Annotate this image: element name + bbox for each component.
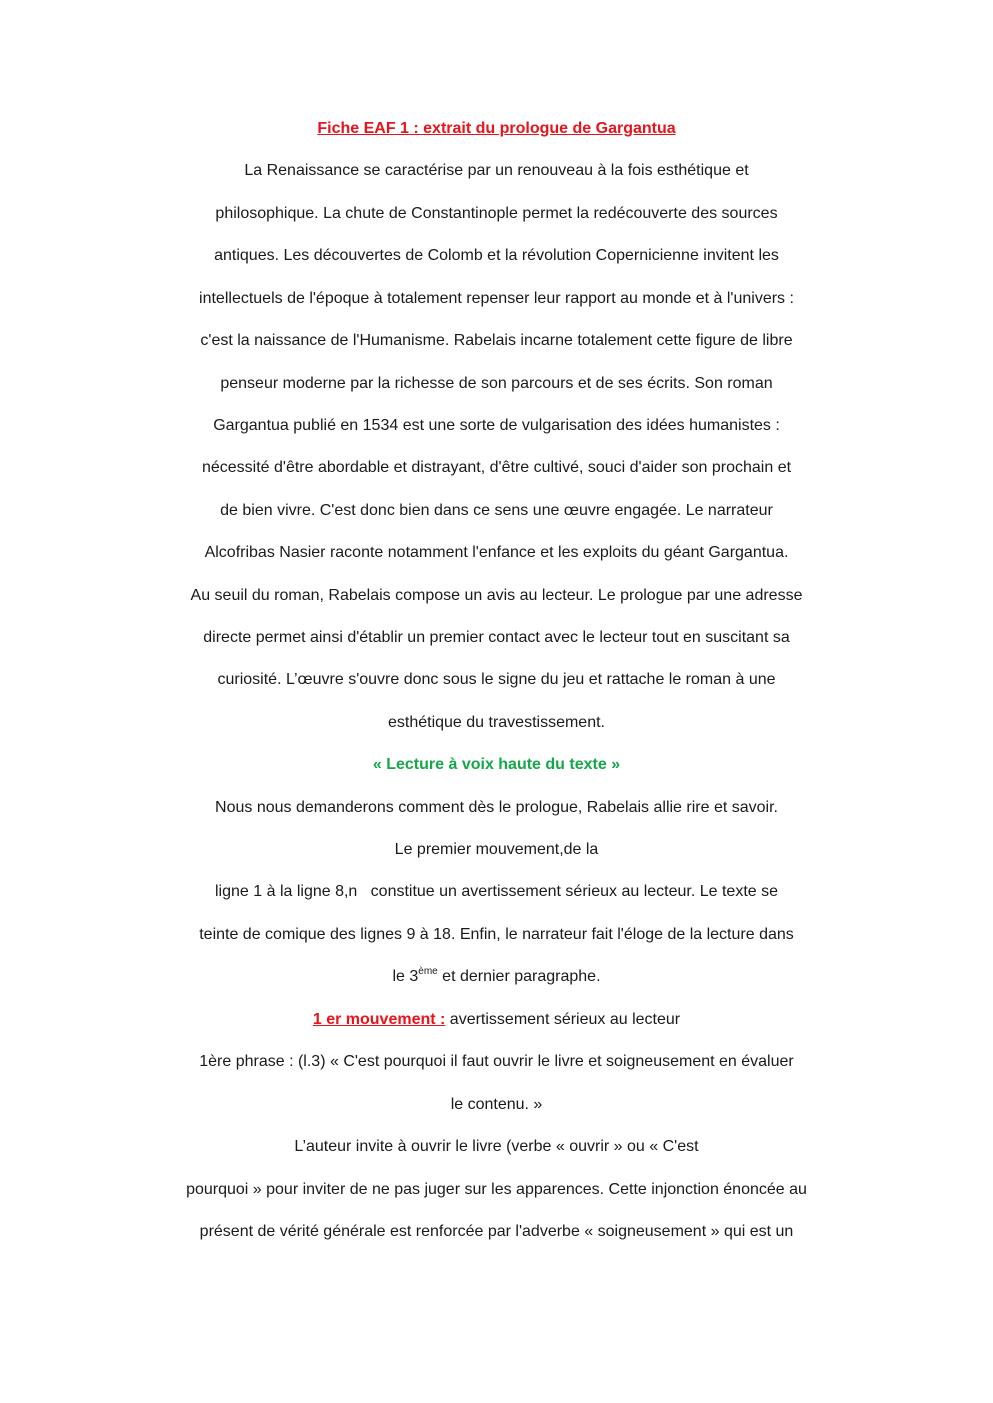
intro-line: directe permet ainsi d'établir un premier contact avec le lecteur tout en suscitant sa — [203, 629, 790, 646]
analysis-line: 1ère phrase : (l.3) « C'est pourquoi il faut ouvrir le livre et soigneusement en évaluer — [199, 1053, 794, 1070]
intro-line: Au seuil du roman, Rabelais compose un avis au lecteur. Le prologue par une adresse — [190, 587, 803, 604]
plan-line-last — [150, 967, 843, 987]
intro-line: intellectuels de l'époque à totalement repenser leur rapport au monde et à l'univers : — [199, 290, 794, 307]
plan-last-prefix: le 3 — [392, 968, 419, 985]
intro-line: penseur moderne par la richesse de son parcours et de ses écrits. Son roman — [220, 375, 773, 392]
plan-line: Le premier mouvement,de la — [394, 841, 599, 858]
analysis-line: pourquoi » pour inviter de ne pas juger sur les apparences. Cette injonction énoncée au — [186, 1181, 807, 1198]
analysis-line: L’auteur invite à ouvrir le livre (verbe « ouvrir » ou « C'est — [294, 1138, 699, 1155]
movement-text: avertissement sérieux au lecteur — [445, 1011, 681, 1028]
movement-heading — [150, 1010, 843, 1030]
movement-label: 1 er mouvement : — [312, 1011, 446, 1028]
intro-line: La Renaissance se caractérise par un renouveau à la fois esthétique et — [244, 162, 749, 179]
plan-line: ligne 1 à la ligne 8,n constitue un avertissement sérieux au lecteur. Le texte se — [215, 883, 778, 900]
analysis-line: présent de vérité générale est renforcée par l'adverbe « soigneusement » qui est un — [199, 1223, 794, 1240]
intro-line: esthétique du travestissement. — [387, 714, 605, 731]
analysis-line: le contenu. » — [450, 1096, 543, 1113]
intro-line: c'est la naissance de l'Humanisme. Rabelais incarne totalement cette figure de libre — [200, 332, 793, 349]
intro-line: nécessité d'être abordable et distrayant, d'être cultivé, souci d'aider son prochain et — [201, 459, 792, 476]
plan-line: teinte de comique des lignes 9 à 18. Enfin, le narrateur fait l'éloge de la lecture dans — [199, 926, 794, 943]
page-title: Fiche EAF 1 : extrait du prologue de Gargantua — [317, 120, 676, 137]
intro-line: de bien vivre. C'est donc bien dans ce sens une œuvre engagée. Le narrateur — [220, 502, 773, 519]
plan-last-superscript: ème — [418, 965, 438, 977]
intro-line: Gargantua publié en 1534 est une sorte de vulgarisation des idées humanistes : — [213, 417, 780, 434]
intro-line: curiosité. L’œuvre s'ouvre donc sous le signe du jeu et rattache le roman à une — [217, 671, 776, 688]
reading-heading: « Lecture à voix haute du texte » — [372, 756, 621, 773]
intro-line: antiques. Les découvertes de Colomb et la révolution Copernicienne invitent les — [214, 247, 779, 264]
intro-line: philosophique. La chute de Constantinople permet la redécouverte des sources — [215, 205, 778, 222]
intro-line: Alcofribas Nasier raconte notamment l'enfance et les exploits du géant Gargantua. — [204, 544, 789, 561]
plan-line: Nous nous demanderons comment dès le prologue, Rabelais allie rire et savoir. — [215, 799, 778, 816]
plan-last-suffix: et dernier paragraphe. — [437, 968, 601, 985]
